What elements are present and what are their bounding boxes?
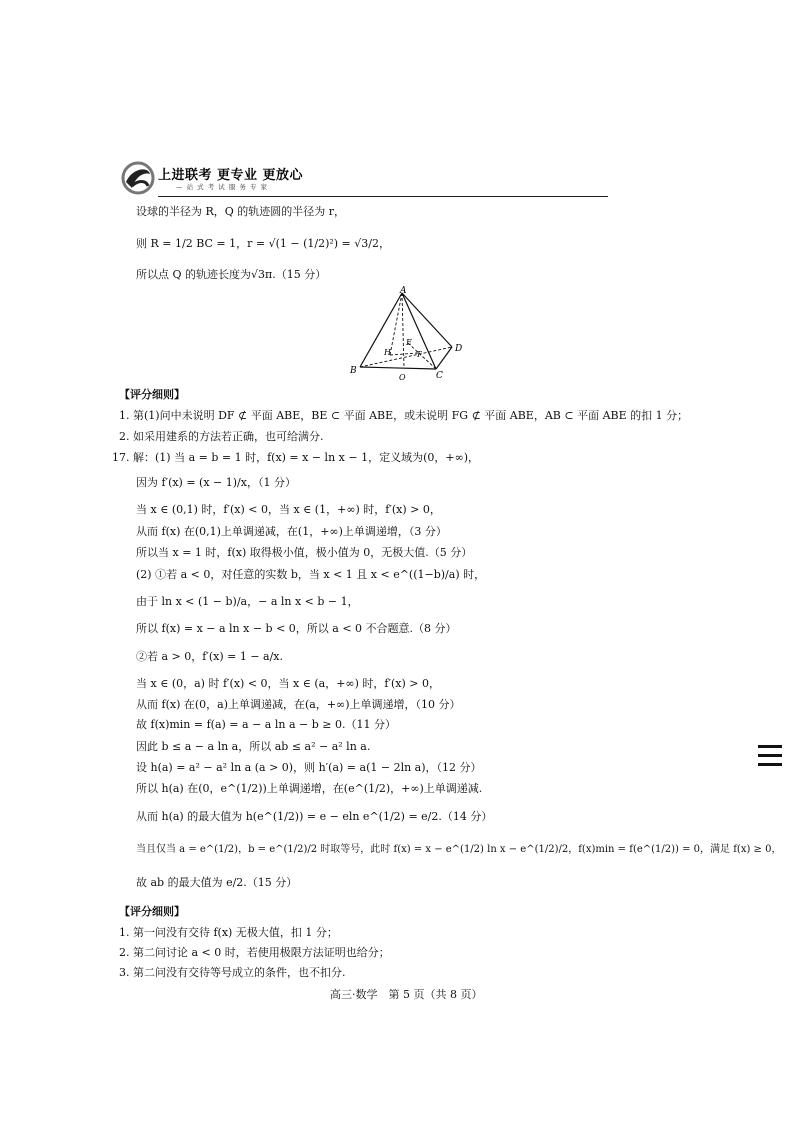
vertex-label-d: D: [455, 344, 463, 354]
text-line: 2. 如采用建系的方法若正确，也可给满分.: [119, 430, 324, 443]
text-line: 从而 f(x) 在(0,1)上单调递减，在(1，+∞)上单调递增，（3 分）: [136, 525, 447, 538]
text-line: 所以点 Q 的轨迹长度为√3π.（15 分）: [136, 268, 327, 281]
text-line: 因此 b ≤ a − a ln a，所以 ab ≤ a² − a² ln a.: [136, 740, 371, 753]
text-line: 从而 h(a) 的最大值为 h(e^(1/2)) = e − eln e^(1/2) = e/2.（14 分）: [136, 810, 493, 823]
point-label-e: E: [406, 338, 412, 347]
brand-tagline: — 站 式 考 试 服 务 专 家: [176, 183, 269, 191]
text-line: 3. 第二问没有交待等号成立的条件，也不扣分.: [119, 966, 346, 979]
text-line: 1. 第(1)问中未说明 DF ⊄ 平面 ABE，BE ⊂ 平面 ABE，或未说明 FG ⊄ 平面 ABE，AB ⊂ 平面 ABE 的扣 1 分；: [119, 409, 689, 422]
brand-slogan: 上进联考 更专业 更放心: [158, 168, 304, 183]
vertex-label-c: C: [436, 371, 443, 381]
header-banner: [118, 158, 718, 204]
text-line: 从而 f(x) 在(0，a)上单调递减，在(a，+∞)上单调递增，（10 分）: [136, 698, 461, 711]
text-line: 所以 h(a) 在(0，e^(1/2))上单调递增，在(e^(1/2)，+∞)上单调递减.: [136, 782, 483, 795]
text-line: 当 x ∈ (0,1) 时，f′(x) < 0，当 x ∈ (1，+∞) 时，f′(x) > 0，: [136, 503, 441, 516]
section-heading: 【评分细则】: [119, 388, 185, 401]
text-line: 则 R = 1/2 BC = 1，r = √(1 − (1/2)²) = √3/2，: [136, 237, 390, 250]
pyramid-figure: [348, 285, 466, 385]
problem-heading: 17. 解：(1) 当 a = b = 1 时，f(x) = x − ln x − 1，定义域为(0，+∞)，: [112, 451, 480, 464]
vertex-label-b: B: [350, 366, 357, 376]
brand-logo-icon: [118, 158, 158, 198]
text-line: 当且仅当 a = e^(1/2)，b = e^(1/2)/2 时取等号，此时 f(x) = x − e^(1/2) ln x − e^(1/2)/2，f(x)min = f(e^(1/2)) = 0，满足 f(x) ≥ 0，: [136, 844, 782, 855]
header-divider: [158, 196, 608, 197]
text-line: 当 x ∈ (0，a) 时 f′(x) < 0，当 x ∈ (a，+∞) 时，f′(x) > 0，: [136, 677, 440, 690]
hamburger-menu-icon[interactable]: [758, 745, 782, 767]
point-label-h: H: [384, 348, 391, 357]
text-line: 由于 ln x < (1 − b)/a，− a ln x < b − 1，: [136, 595, 359, 608]
text-line: (2) ①若 a < 0，对任意的实数 b，当 x < 1 且 x < e^((1−b)/a) 时，: [136, 568, 486, 581]
text-line: 设 h(a) = a² − a² ln a (a > 0)，则 h′(a) = a(1 − 2ln a)，（12 分）: [136, 761, 482, 774]
section-heading: 【评分细则】: [119, 905, 185, 918]
page-footer: 高三·数学 第 5 页（共 8 页）: [330, 988, 483, 1001]
text-line: 故 ab 的最大值为 e/2.（15 分）: [136, 876, 298, 889]
text-line: 所以 f(x) = x − a ln x − b < 0，所以 a < 0 不合题意.（8 分）: [136, 622, 457, 635]
text-line: 因为 f′(x) = (x − 1)/x，（1 分）: [136, 476, 296, 489]
text-line: ②若 a > 0，f′(x) = 1 − a/x.: [136, 650, 284, 663]
text-line: 设球的半径为 R，Q 的轨迹圆的半径为 r，: [136, 205, 346, 218]
text-line: 2. 第二问讨论 a < 0 时，若使用极限方法证明也给分；: [119, 946, 390, 959]
point-label-t: T: [416, 350, 422, 359]
text-line: 所以当 x = 1 时，f(x) 取得极小值，极小值为 0，无极大值.（5 分）: [136, 546, 473, 559]
text-line: 故 f(x)min = f(a) = a − a ln a − b ≥ 0.（11 分）: [136, 718, 396, 731]
vertex-label-a: A: [400, 286, 407, 296]
point-label-o: O: [399, 373, 406, 382]
text-line: 1. 第一问没有交待 f(x) 无极大值，扣 1 分；: [119, 926, 338, 939]
